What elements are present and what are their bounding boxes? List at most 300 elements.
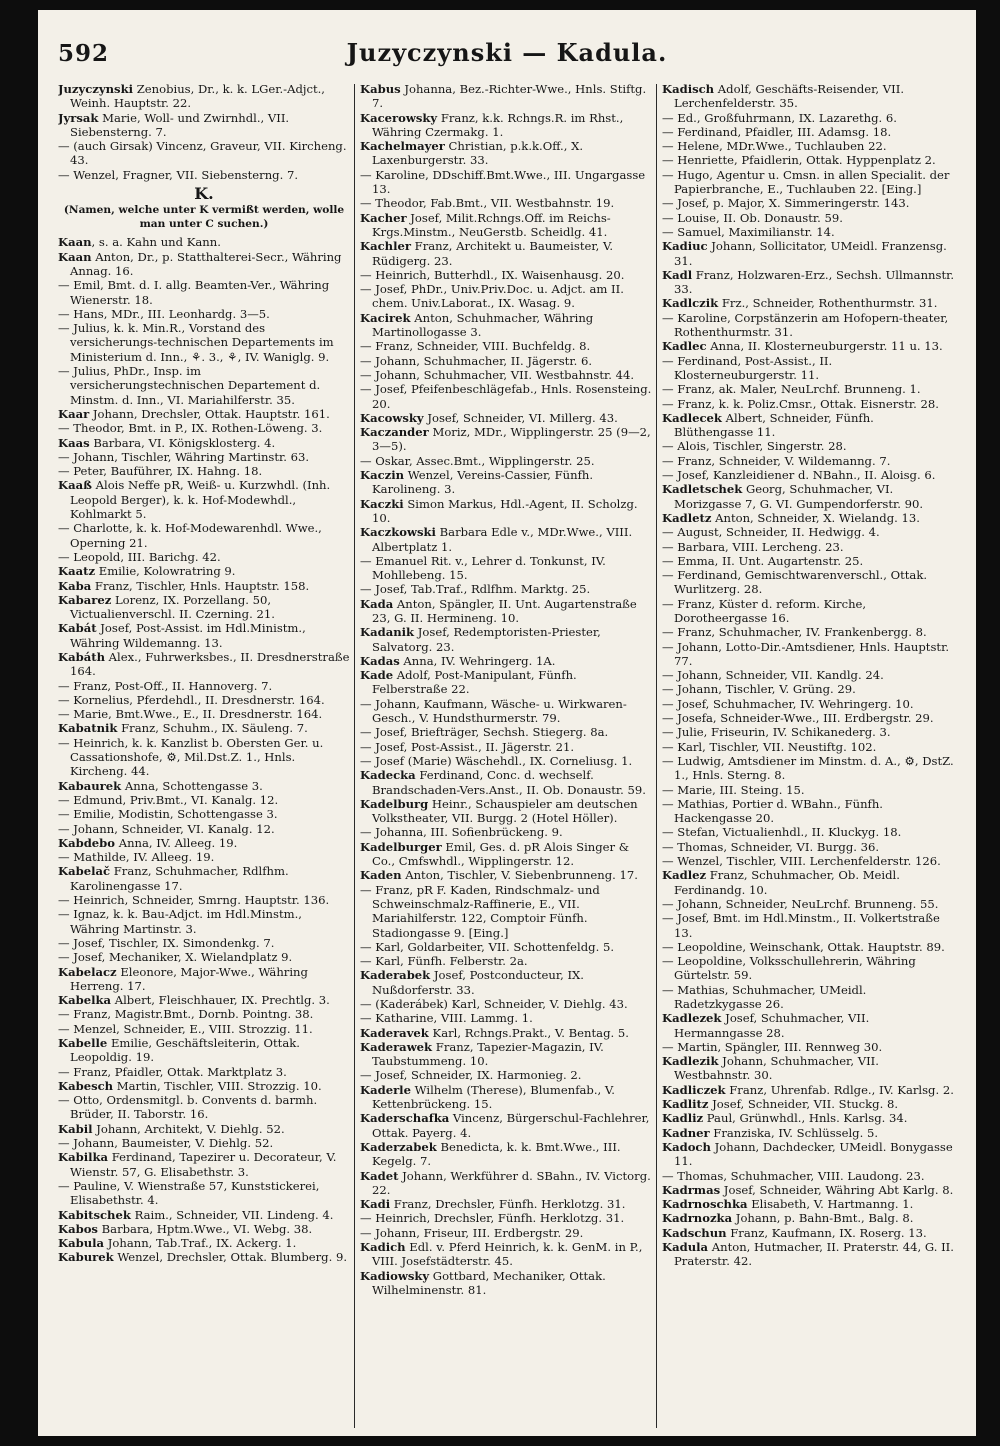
- directory-entry: [662, 554, 956, 568]
- directory-entry: [360, 654, 652, 668]
- directory-entry: [58, 478, 350, 521]
- directory-entry: [662, 196, 956, 210]
- entry-details: — Josef, Briefträger, Sechsh. Stiegerg. 8a.: [360, 725, 609, 740]
- entry-details: — Josef, Schneider, IX. Harmonieg. 2.: [360, 1068, 582, 1083]
- directory-entry: [662, 168, 956, 197]
- column-3: [662, 82, 956, 1430]
- entry-details: — Mathilde, IV. Alleeg. 19.: [58, 850, 215, 865]
- directory-entry: [360, 339, 652, 353]
- directory-entry: [58, 464, 350, 478]
- entry-details: Franz, k.k. Rchngs.R. im Rhst., Währing Czermakg. 1.: [372, 110, 624, 139]
- directory-entry: [662, 711, 956, 725]
- directory-entry: [58, 836, 350, 850]
- entry-details: — Katharine, VIII. Lammg. 1.: [360, 1011, 533, 1026]
- entry-details: Wilhelm (Therese), Blumenfab., V. Kettenbrückeng. 15.: [372, 1082, 615, 1112]
- entry-surname: Kaan: [58, 249, 92, 264]
- directory-entry: [360, 454, 652, 468]
- entry-details: — Josef, Tab.Traf., Rdlfhm. Marktg. 25.: [360, 582, 591, 597]
- entry-surname: Kadlez: [662, 868, 707, 883]
- directory-entry: [662, 125, 956, 139]
- directory-entry: [58, 407, 350, 421]
- entry-details: — Josef, Schuhmacher, IV. Wehringerg. 10.: [662, 696, 914, 711]
- entry-details: — Peter, Bauführer, IX. Hahng. 18.: [58, 464, 263, 479]
- entry-details: — Leopoldine, Weinschank, Ottak. Hauptstr. 89.: [662, 939, 945, 954]
- entry-surname: Kaaß: [58, 478, 92, 493]
- entry-details: Heinr., Schauspieler am deutschen Volkstheater, VII. Burgg. 2 (Hotel Höller).: [372, 796, 638, 826]
- entry-surname: Kadlec: [662, 339, 707, 354]
- entry-details: — Johann, Schneider, VI. Kanalg. 12.: [58, 821, 275, 836]
- directory-entry: [662, 139, 956, 153]
- column-1: [58, 82, 350, 1430]
- directory-entry: [662, 840, 956, 854]
- entry-details: — Hugo, Agentur u. Cmsn. in allen Specialit. der Papierbranche, E., Tuchlauben 22. [Eing.]: [662, 167, 950, 197]
- directory-entry: [662, 1040, 956, 1054]
- directory-entry: [58, 936, 350, 950]
- entry-details: Anna, Schottengasse 3.: [121, 778, 263, 793]
- entry-surname: Kabdebo: [58, 835, 116, 850]
- entry-details: Paul, Grünwhdl., Hnls. Karlsg. 34.: [703, 1111, 908, 1126]
- directory-entry: [662, 1226, 956, 1240]
- entry-surname: Kadula: [662, 1240, 709, 1255]
- directory-entry: [58, 593, 350, 622]
- entry-surname: Kadlczik: [662, 296, 719, 311]
- entry-surname: Kaan: [58, 235, 92, 250]
- entry-surname: Kaderavek: [360, 1025, 429, 1040]
- entry-surname: Kadecka: [360, 768, 416, 783]
- directory-entry: [360, 597, 652, 626]
- directory-entry: [58, 736, 350, 779]
- entry-surname: Kadletschek: [662, 482, 743, 497]
- directory-entry: [662, 625, 956, 639]
- entry-details: — Karoline, DDschiff.Bmt.Wwe., III. Ungargasse 13.: [360, 167, 646, 197]
- directory-entry: [662, 339, 956, 353]
- entry-details: Josef, Schneider, Währing Abt Karlg. 8.: [720, 1182, 954, 1197]
- entry-details: Johanna, Bez.-Richter-Wwe., Hnls. Stiftg. 7.: [372, 82, 647, 111]
- entry-details: — Heinrich, k. k. Kanzlist b. Obersten Ger. u. Cassationshofe, ⚙, Mil.Dst.Z. 1., Hnls. Kircheng. 44.: [58, 735, 324, 779]
- entry-details: — Josef, Bmt. im Hdl.Minstm., II. Volkertstraße 13.: [662, 911, 940, 940]
- entry-surname: Jyrsak: [58, 110, 99, 125]
- directory-entry: [662, 797, 956, 826]
- directory-entry: [360, 940, 652, 954]
- entry-surname: Kaczander: [360, 425, 429, 440]
- directory-entry: [360, 82, 652, 111]
- directory-entry: [58, 807, 350, 821]
- directory-entry: [662, 1097, 956, 1111]
- section-letter: K.: [194, 184, 214, 204]
- entry-details: Ferdinand, Tapezirer u. Decorateur, V. Wienstr. 57, G. Elisabethstr. 3.: [70, 1150, 337, 1179]
- directory-entry: [662, 311, 956, 340]
- entry-details: Anton, Dr., p. Statthalterei-Secr., Währing Annag. 16.: [70, 249, 342, 278]
- directory-entry: [662, 296, 956, 310]
- entry-details: — Johann, Tischler, Währing Martinstr. 63.: [58, 449, 310, 464]
- entry-details: — Marie, III. Steing. 15.: [662, 782, 805, 797]
- column-divider: [354, 84, 355, 1428]
- entry-details: Franz, Uhrenfab. Rdlge., IV. Karlsg. 2.: [725, 1082, 954, 1097]
- directory-entry: [58, 364, 350, 407]
- directory-entry: [58, 1022, 350, 1036]
- entry-surname: Kaderschafka: [360, 1111, 450, 1126]
- entry-details: — Franz, Küster d. reform. Kirche, Dorotheergasse 16.: [662, 596, 867, 625]
- entry-surname: Kadelburg: [360, 796, 429, 811]
- entry-details: Emilie, Geschäftsleiterin, Ottak. Leopoldig. 19.: [70, 1036, 300, 1065]
- directory-entry: [360, 1026, 652, 1040]
- directory-entry: [360, 239, 652, 268]
- entry-surname: Kaderzabek: [360, 1139, 437, 1154]
- entry-details: Edl. v. Pferd Heinrich, k. k. GenM. in P., VIII. Josefstädterstr. 45.: [372, 1240, 643, 1269]
- directory-entry: [360, 1083, 652, 1112]
- directory-entry: [58, 679, 350, 693]
- entry-details: Emil, Ges. d. pR Alois Singer & Co., Cmfswhdl., Wipplingerstr. 12.: [372, 839, 630, 869]
- directory-entry: [58, 1079, 350, 1093]
- entry-details: — Julius, k. k. Min.R., Vorstand des versicherungs-technischen Departements im Ministerium d. Inn., ⚘. 3., ⚘, IV. Waniglg. 9.: [58, 321, 334, 364]
- directory-entry: [662, 825, 956, 839]
- entry-surname: Kaderle: [360, 1082, 411, 1097]
- entry-details: — Edmund, Priv.Bmt., VI. Kanalg. 12.: [58, 792, 279, 807]
- entry-details: — Franz, pR F. Kaden, Rindschmalz- und Schweinschmalz-Raffinerie, E., VII. Mariahilferstr. 122, Comptoir Fünfh. Stadiongasse 9. [Eing.]: [360, 882, 600, 940]
- directory-entry: [360, 1040, 652, 1069]
- directory-entry: [58, 250, 350, 279]
- entry-details: — Johann, Schneider, VII. Kandlg. 24.: [662, 668, 884, 683]
- directory-entry: [360, 668, 652, 697]
- directory-entry: [360, 168, 652, 197]
- directory-entry: [360, 1226, 652, 1240]
- entry-details: Josef, Schuhmacher, VII. Hermanngasse 28.: [674, 1011, 870, 1040]
- directory-entry: [360, 754, 652, 768]
- directory-entry: [360, 954, 652, 968]
- entry-details: — Josef, p. Major, X. Simmeringerstr. 143.: [662, 196, 910, 211]
- directory-entry: [360, 368, 652, 382]
- entry-details: Josef, Schneider, VII. Stuckg. 8.: [708, 1097, 899, 1112]
- entry-details: — Franz, k. k. Poliz.Cmsr., Ottak. Eisnerstr. 28.: [662, 396, 939, 411]
- entry-details: Elisabeth, V. Hartmanng. 1.: [747, 1197, 914, 1212]
- entry-details: Wenzel, Vereins-Cassier, Fünfh. Karolineng. 3.: [372, 468, 594, 497]
- directory-entry: [58, 1236, 350, 1250]
- directory-entry: [58, 235, 350, 249]
- entry-surname: Kadliczek: [662, 1082, 726, 1097]
- directory-entry: [58, 693, 350, 707]
- entry-details: — Franz, Schneider, VIII. Buchfeldg. 8.: [360, 339, 591, 354]
- directory-entry: [662, 268, 956, 297]
- entry-details: Anna, IV. Alleeg. 19.: [115, 835, 238, 850]
- directory-entry: [360, 1140, 652, 1169]
- entry-details: — Thomas, Schuhmacher, VIII. Laudong. 23.: [662, 1168, 925, 1183]
- directory-entry: [58, 1150, 350, 1179]
- entry-details: — Josef (Marie) Wäschehdl., IX. Corneliusg. 1.: [360, 753, 633, 768]
- entry-surname: Kaderawek: [360, 1039, 433, 1054]
- entry-details: Johann, Tab.Traf., IX. Ackerg. 1.: [104, 1236, 297, 1251]
- entry-surname: Kadich: [360, 1240, 406, 1255]
- directory-entry: [662, 1197, 956, 1211]
- entry-details: Josef, Redemptoristen-Priester, Salvatorg. 23.: [372, 625, 601, 654]
- directory-entry: [58, 82, 350, 111]
- entry-details: Josef, Postconducteur, IX. Nußdorferstr. 33.: [372, 968, 584, 997]
- entry-details: — Franz, Pfaidler, Ottak. Marktplatz 3.: [58, 1064, 287, 1079]
- entry-details: — Leopold, III. Barichg. 42.: [58, 549, 221, 564]
- entry-surname: Kadner: [662, 1125, 710, 1140]
- entry-details: Christian, p.k.k.Off., X. Laxenburgerstr. 33.: [372, 139, 584, 168]
- entry-details: — (Kaderábek) Karl, Schneider, V. Diehlg. 43.: [360, 997, 628, 1011]
- directory-entry: [360, 1011, 652, 1025]
- directory-entry: [662, 897, 956, 911]
- directory-entry: [360, 582, 652, 596]
- directory-entry: [662, 111, 956, 125]
- directory-entry: [58, 650, 350, 679]
- entry-details: — Johann, Tischler, V. Grüng. 29.: [662, 682, 856, 697]
- directory-entry: [360, 825, 652, 839]
- entry-details: — Johann, Baumeister, V. Diehlg. 52.: [58, 1136, 274, 1151]
- directory-entry: [58, 721, 350, 735]
- directory-entry: [58, 579, 350, 593]
- directory-entry: [662, 854, 956, 868]
- directory-entry: [662, 1083, 956, 1097]
- directory-entry: [360, 268, 652, 282]
- entry-surname: Kadlezek: [662, 1011, 722, 1026]
- directory-entry: [662, 540, 956, 554]
- entry-surname: Kadisch: [662, 82, 715, 96]
- page-header: [52, 34, 962, 74]
- directory-entry: [58, 793, 350, 807]
- entry-surname: Kadlecek: [662, 410, 722, 425]
- entry-details: Barbara, VI. Königsklosterg. 4.: [89, 435, 276, 450]
- entry-surname: Kadlezik: [662, 1054, 719, 1069]
- entry-details: — Ignaz, k. k. Bau-Adjct. im Hdl.Minstm., Währing Martinstr. 3.: [58, 907, 302, 936]
- directory-entry: [360, 997, 652, 1011]
- entry-surname: Kacerowsky: [360, 110, 438, 125]
- directory-entry: [662, 411, 956, 440]
- entry-surname: Kaczin: [360, 468, 405, 483]
- entry-surname: Kadrmas: [662, 1182, 721, 1197]
- entry-details: — Karoline, Corpstänzerin am Hofopern-theater, Rothenthurmstr. 31.: [662, 310, 949, 340]
- entry-surname: Kabilka: [58, 1150, 109, 1165]
- directory-entry: [360, 768, 652, 797]
- entry-details: Emilie, Kolowratring 9.: [95, 564, 236, 579]
- entry-details: Anton, Schuhmacher, Währing Martinollogasse 3.: [372, 310, 594, 340]
- entry-details: Franz, Tapezier-Magazin, IV. Taubstummeng. 10.: [372, 1039, 604, 1069]
- entry-surname: Kaba: [58, 578, 92, 593]
- entry-details: Johann, p. Bahn-Bmt., Balg. 8.: [732, 1211, 914, 1226]
- directory-entry: [360, 725, 652, 739]
- directory-entry: [58, 707, 350, 721]
- directory-entry: [360, 625, 652, 654]
- column-divider: [656, 84, 657, 1428]
- directory-entry: [58, 450, 350, 464]
- directory-entry: [360, 382, 652, 411]
- directory-entry: [58, 168, 350, 182]
- entry-surname: Kabesch: [58, 1078, 114, 1093]
- directory-entry: [662, 153, 956, 167]
- directory-entry: [662, 511, 956, 525]
- entry-surname: Kadl: [662, 267, 693, 282]
- entry-surname: Kaburek: [58, 1250, 114, 1265]
- entry-surname: Kaderabek: [360, 968, 431, 983]
- entry-surname: Kabelle: [58, 1036, 108, 1050]
- directory-entry: [58, 421, 350, 435]
- directory-entry: [58, 307, 350, 321]
- entry-details: — Johann, Friseur, III. Erdbergstr. 29.: [360, 1225, 584, 1240]
- entry-details: Johann, Sollicitator, UMeidl. Franzensg. 31.: [674, 239, 947, 268]
- directory-entry: [58, 1007, 350, 1021]
- entry-details: — Franz, Schuhmacher, IV. Frankenbergg. 8.: [662, 625, 927, 640]
- entry-details: Wenzel, Drechsler, Ottak. Blumberg. 9.: [113, 1250, 348, 1265]
- entry-details: Zenobius, Dr., k. k. LGer.-Adjct., Weinh. Hauptstr. 22.: [70, 82, 325, 111]
- entry-details: Franz, Schuhmacher, Ob. Meidl. Ferdinandg. 10.: [674, 868, 900, 897]
- directory-entry: [360, 525, 652, 554]
- directory-entry: [58, 864, 350, 893]
- entry-details: — Oskar, Assec.Bmt., Wipplingerstr. 25.: [360, 453, 595, 468]
- entry-details: Franz, Kaufmann, IX. Roserg. 13.: [726, 1225, 927, 1240]
- directory-entry: [662, 597, 956, 626]
- entry-surname: Kabos: [58, 1221, 98, 1236]
- directory-entry: [58, 321, 350, 364]
- directory-entry: [662, 725, 956, 739]
- entry-details: — Karl, Goldarbeiter, VII. Schottenfeldg. 5.: [360, 939, 615, 954]
- entry-details: Albert, Schneider, Fünfh. Blüthengasse 11.: [674, 410, 874, 440]
- entry-surname: Kabil: [58, 1121, 93, 1136]
- directory-entry: [662, 1240, 956, 1269]
- entry-details: — Hans, MDr., III. Leonhardg. 3—5.: [58, 306, 270, 321]
- directory-entry: [662, 1183, 956, 1197]
- directory-entry: [58, 822, 350, 836]
- running-title: Juzyczynski — Kadula.: [346, 38, 668, 67]
- entry-details: — Ferdinand, Pfaidler, III. Adamsg. 18.: [662, 124, 892, 139]
- entry-details: Johann, Architekt, V. Diehlg. 52.: [92, 1121, 285, 1136]
- entry-surname: Kada: [360, 596, 394, 611]
- entry-surname: Kabarez: [58, 592, 112, 607]
- directory-entry: [58, 993, 350, 1007]
- entry-surname: Kabitschek: [58, 1207, 131, 1222]
- directory-entry: [662, 354, 956, 383]
- entry-surname: Kaar: [58, 406, 90, 421]
- entry-details: — Karl, Tischler, VII. Neustiftg. 102.: [662, 739, 877, 754]
- entry-details: Gottbard, Mechaniker, Ottak. Wilhelminenstr. 81.: [372, 1268, 606, 1297]
- directory-entry: [360, 1169, 652, 1198]
- directory-entry: [360, 1068, 652, 1082]
- entry-surname: Kadet: [360, 1168, 399, 1183]
- directory-entry: [662, 468, 956, 482]
- directory-entry: [662, 1111, 956, 1125]
- entry-details: Marie, Woll- und Zwirnhdl., VII. Siebensterng. 7.: [70, 110, 290, 139]
- directory-entry: [662, 740, 956, 754]
- directory-entry: [58, 111, 350, 140]
- entry-details: Karl, Rchngs.Prakt., V. Bentag. 5.: [428, 1025, 629, 1040]
- directory-entry: [360, 425, 652, 454]
- entry-details: — Ferdinand, Post-Assist., II. Klosterneuburgerstr. 11.: [662, 353, 833, 382]
- entry-details: — Josef, Kanzleidiener d. NBahn., II. Aloisg. 6.: [662, 468, 936, 483]
- directory-entry: [662, 754, 956, 783]
- entry-details: — Otto, Ordensmitgl. b. Convents d. barmh. Brüder, II. Taborstr. 16.: [58, 1093, 318, 1122]
- entry-details: — Emanuel Rit. v., Lehrer d. Tonkunst, IV. Mohllebeng. 15.: [360, 553, 606, 583]
- entry-details: — Emilie, Modistin, Schottengasse 3.: [58, 807, 278, 822]
- entry-surname: Kadiuc: [662, 239, 708, 254]
- directory-entry: [662, 211, 956, 225]
- directory-entry: [662, 1211, 956, 1225]
- directory-entry: [360, 868, 652, 882]
- directory-entry: [662, 568, 956, 597]
- directory-entry: [662, 868, 956, 897]
- entry-details: — Wenzel, Tischler, VIII. Lerchenfelderstr. 126.: [662, 854, 941, 869]
- entry-details: — Heinrich, Butterhdl., IX. Waisenhausg. 20.: [360, 267, 625, 282]
- entry-details: Franz, Drechsler, Fünfh. Herklotzg. 31.: [390, 1197, 626, 1212]
- directory-entry: [662, 239, 956, 268]
- entry-details: Johann, Dachdecker, UMeidl. Bonygasse 11.: [674, 1139, 953, 1169]
- directory-entry: [360, 740, 652, 754]
- entry-details: Adolf, Geschäfts-Reisender, VII. Lerchenfelderstr. 35.: [674, 82, 905, 111]
- entry-surname: Kacirek: [360, 310, 411, 325]
- directory-entry: [58, 1250, 350, 1264]
- entry-details: — Leopoldine, Volksschullehrerin, Währing Gürtelstr. 59.: [662, 954, 916, 983]
- entry-details: Anna, II. Klosterneuburgerstr. 11 u. 13.: [706, 339, 943, 354]
- directory-entry: [360, 697, 652, 726]
- entry-details: — Heinrich, Drechsler, Fünfh. Herklotzg. 31.: [360, 1211, 625, 1226]
- entry-details: — Franz, Schneider, V. Wildemanng. 7.: [662, 453, 891, 468]
- entry-details: Anton, Schneider, X. Wielandg. 13.: [711, 510, 920, 525]
- directory-entry: [360, 196, 652, 210]
- entry-details: Raim., Schneider, VII. Lindeng. 4.: [130, 1207, 334, 1222]
- directory-entry: [662, 1011, 956, 1040]
- entry-details: — Charlotte, k. k. Hof-Modewarenhdl. Wwe., Operning 21.: [58, 521, 322, 550]
- entry-surname: Kabáth: [58, 649, 105, 664]
- entry-details: Johann, Schuhmacher, VII. Westbahnstr. 30.: [674, 1054, 879, 1083]
- entry-details: Benedicta, k. k. Bmt.Wwe., III. Kegelg. 7.: [372, 1139, 621, 1169]
- entry-details: — Theodor, Fab.Bmt., VII. Westbahnstr. 19.: [360, 196, 615, 211]
- entry-details: — Wenzel, Fragner, VII. Siebensterng. 7.: [58, 167, 299, 182]
- entry-details: Vincenz, Bürgerschul-Fachlehrer, Ottak. Payerg. 4.: [372, 1111, 650, 1140]
- entry-details: — Johann, Lotto-Dir.-Amtsdiener, Hnls. Hauptstr. 77.: [662, 639, 950, 668]
- directory-entry: [58, 436, 350, 450]
- directory-entry: [360, 311, 652, 340]
- entry-details: — Ferdinand, Gemischtwarenverschl., Ottak. Wurlitzerg. 28.: [662, 568, 928, 597]
- entry-details: — Pauline, V. Wienstraße 57, Kunststickerei, Elisabethstr. 4.: [58, 1178, 320, 1208]
- entry-details: Franziska, IV. Schlüsselg. 5.: [709, 1125, 879, 1140]
- entry-details: Martin, Tischler, VIII. Strozzig. 10.: [113, 1078, 322, 1093]
- entry-surname: Kabelacz: [58, 964, 117, 979]
- directory-entry: [662, 682, 956, 696]
- directory-entry: [58, 139, 350, 168]
- directory-entry: [662, 940, 956, 954]
- entry-details: — Emma, II. Unt. Augartenstr. 25.: [662, 553, 864, 568]
- entry-surname: Kachelmayer: [360, 139, 445, 154]
- directory-entry: [58, 1093, 350, 1122]
- entry-details: Adolf, Post-Manipulant, Fünfh. Felberstraße 22.: [372, 668, 577, 697]
- directory-entry: [58, 550, 350, 564]
- directory-entry: [58, 1065, 350, 1079]
- entry-details: — Johanna, III. Sofienbrückeng. 9.: [360, 825, 563, 840]
- entry-details: — Josef, Pfeifenbeschlägefab., Hnls. Rosensteing. 20.: [360, 382, 652, 411]
- entry-surname: Kabus: [360, 82, 401, 96]
- entry-details: — Johann, Schuhmacher, II. Jägerstr. 6.: [360, 353, 593, 368]
- entry-details: — Josef, PhDr., Univ.Priv.Doc. u. Adjct. am II. chem. Univ.Laborat., IX. Wasag. 9.: [360, 282, 624, 311]
- entry-details: — Mathias, Portier d. WBahn., Fünfh. Hackengasse 20.: [662, 796, 883, 826]
- directory-entry: [360, 354, 652, 368]
- entry-details: Anton, Spängler, II. Unt. Augartenstraße 23, G. II. Hermineng. 10.: [372, 596, 637, 625]
- directory-entry: [58, 1122, 350, 1136]
- entry-details: — Samuel, Maximilianstr. 14.: [662, 224, 835, 239]
- entry-details: — Marie, Bmt.Wwe., E., II. Dresdnerstr. 164.: [58, 707, 323, 722]
- entry-details: Josef, Schneider, VI. Millerg. 43.: [423, 410, 618, 425]
- directory-entry: [360, 883, 652, 940]
- entry-surname: Kadas: [360, 653, 400, 668]
- entry-details: Albert, Fleischhauer, IX. Prechtlg. 3.: [111, 993, 330, 1008]
- entry-surname: Kaden: [360, 868, 402, 883]
- directory-entry: [360, 1197, 652, 1211]
- entry-details: — Barbara, VIII. Lercheng. 23.: [662, 539, 844, 554]
- directory-entry: [58, 621, 350, 650]
- entry-details: — Franz, Post-Off., II. Hannoverg. 7.: [58, 678, 273, 693]
- entry-surname: Kacowsky: [360, 410, 424, 425]
- entry-details: — Johann, Schuhmacher, VII. Westbahnstr. 44.: [360, 367, 635, 382]
- directory-entry: [58, 1036, 350, 1065]
- entry-details: Franz, Tischler, Hnls. Hauptstr. 158.: [91, 578, 310, 593]
